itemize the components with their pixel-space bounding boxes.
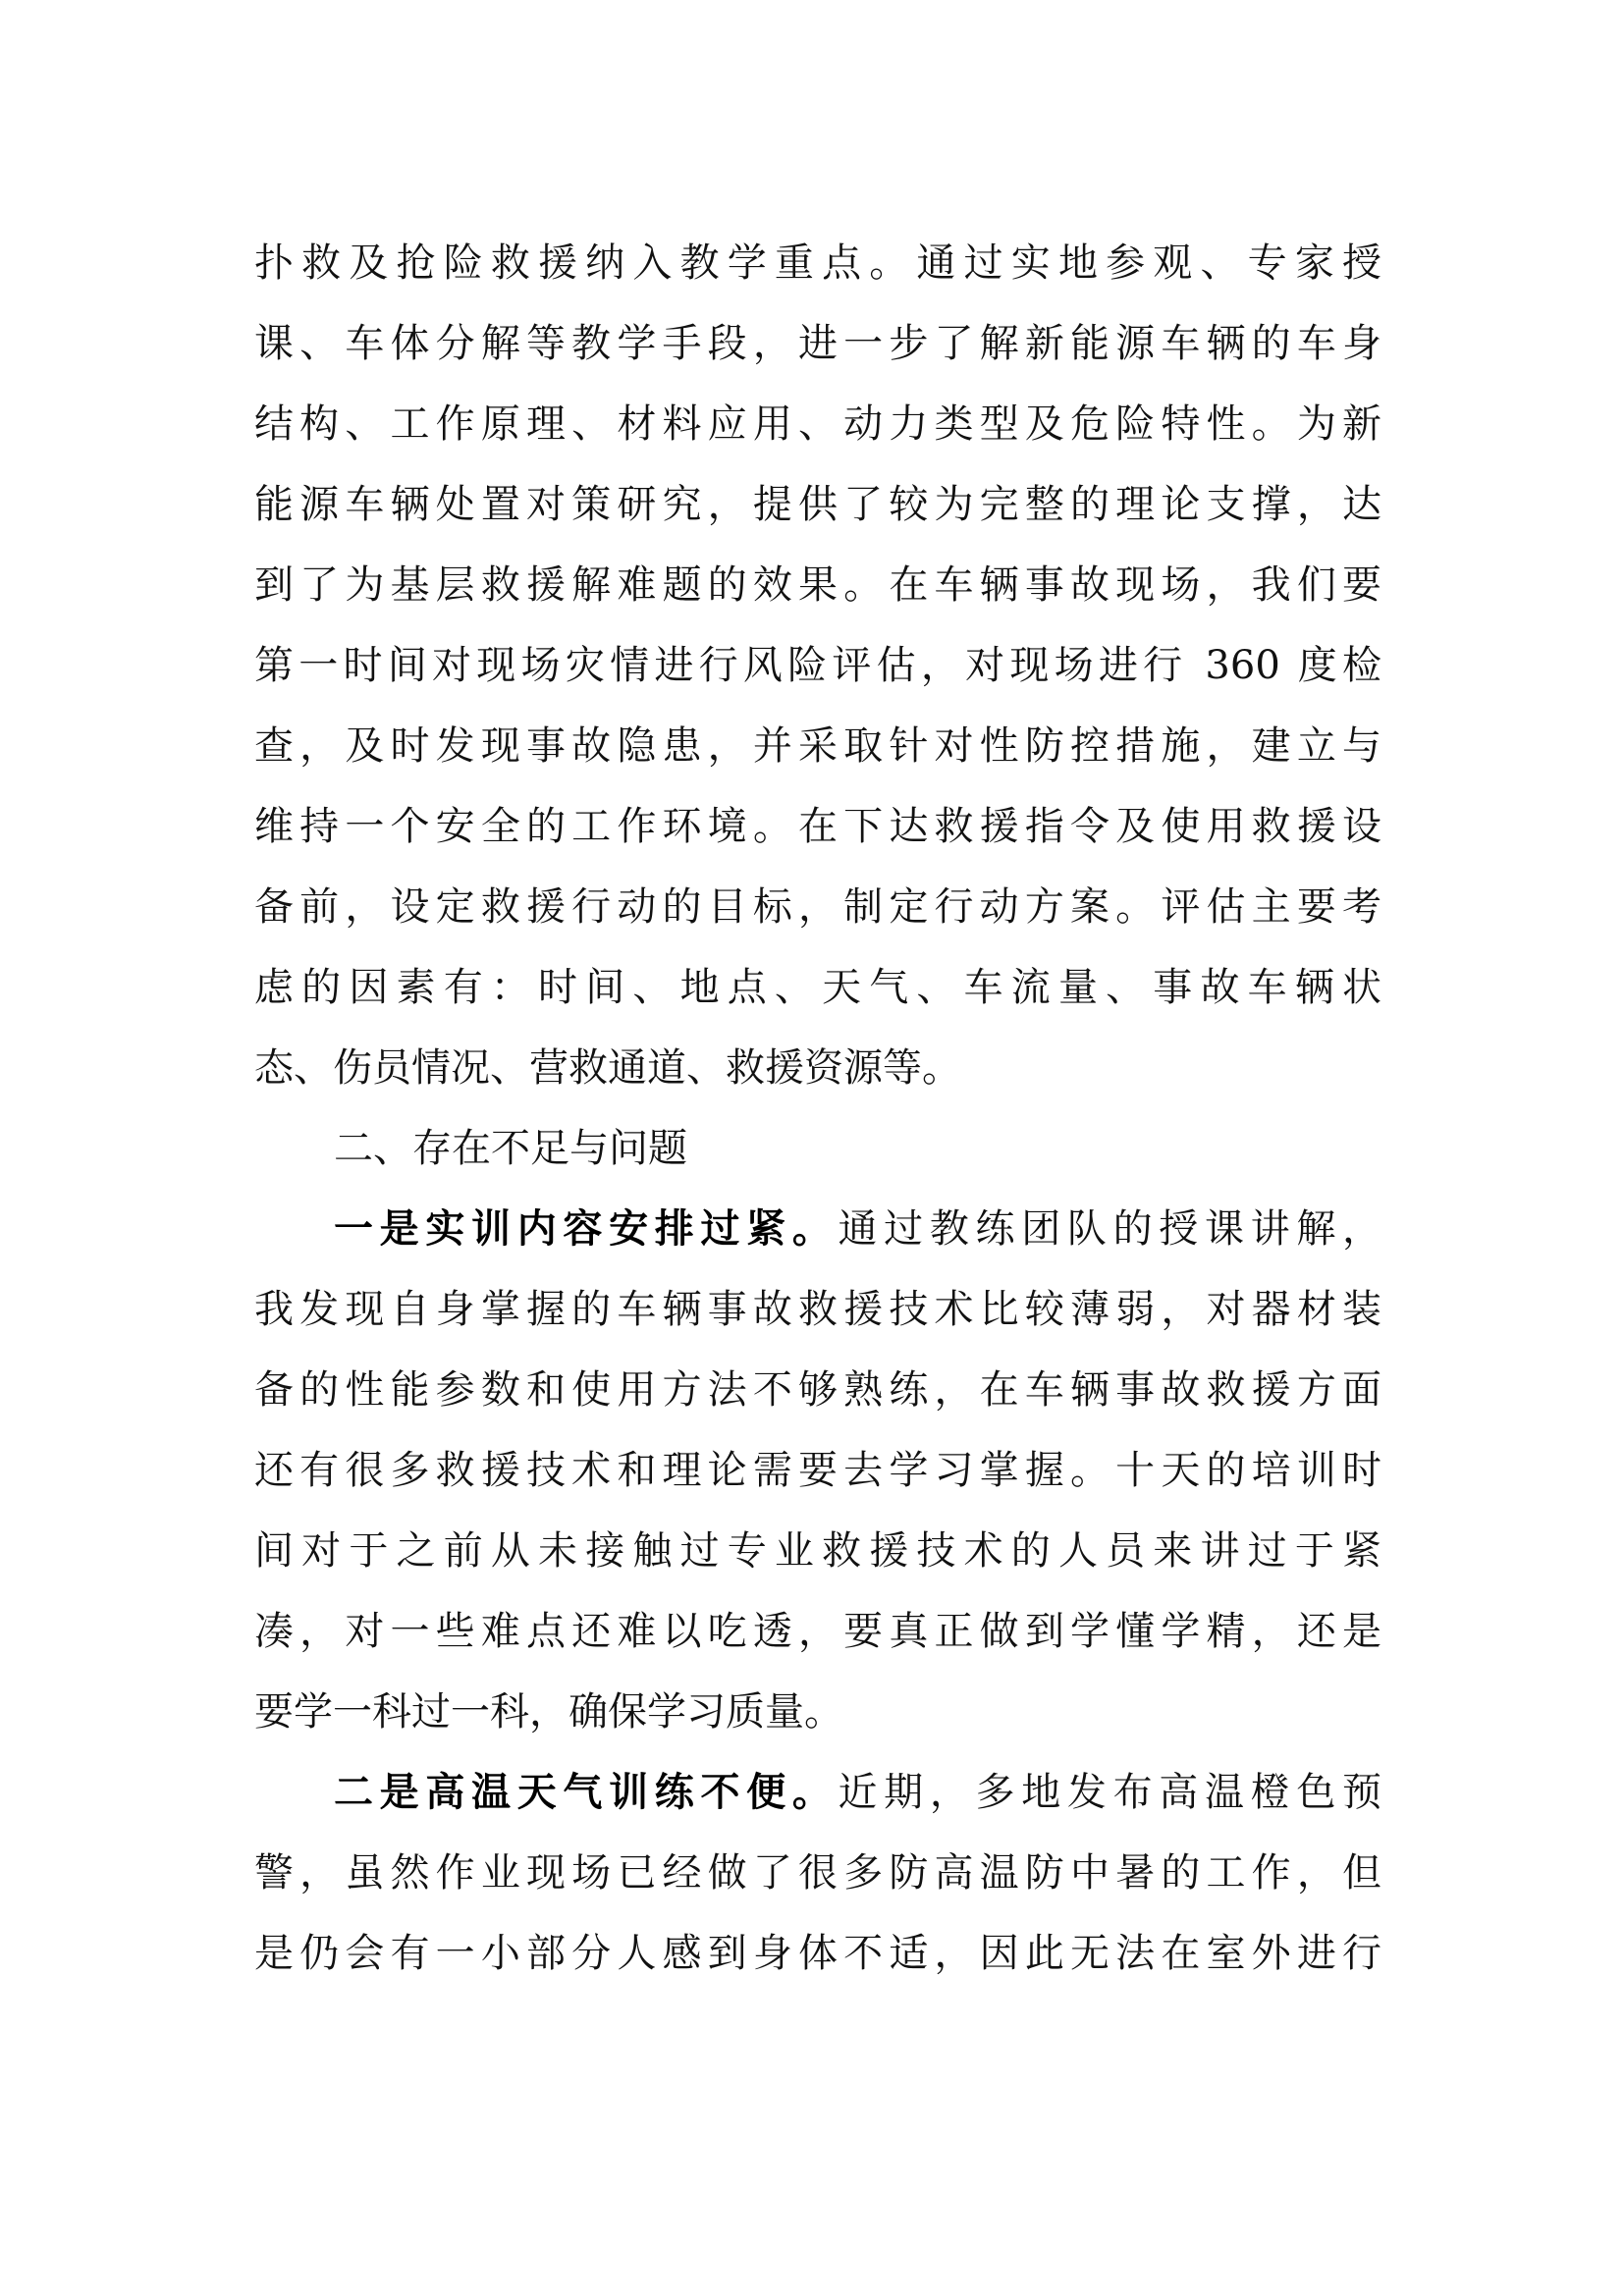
point-2-lead-line — [334, 1763, 1381, 1822]
point-1-lead-line — [334, 1200, 1381, 1258]
body-text-line: 查，及时发现事故隐患，并采取针对性防控措施，建立与 — [254, 723, 1381, 769]
body-text-line: 态、伤员情况、营救通道、救援资源等。 — [254, 1045, 961, 1091]
section-heading: 二、存在不足与问题 — [334, 1126, 687, 1171]
body-text-line: 第一时间对现场灾情进行风险评估，对现场进行 360 度检 — [254, 643, 1381, 688]
body-text-line: 警，虽然作业现场已经做了很多防高温防中暑的工作，但 — [254, 1850, 1381, 1896]
body-text-line: 课、车体分解等教学手段，进一步了解新能源车辆的车身 — [254, 321, 1381, 366]
body-text-line: 结构、工作原理、材料应用、动力类型及危险特性。为新 — [254, 401, 1381, 447]
body-text-line: 到了为基层救援解难题的效果。在车辆事故现场，我们要 — [254, 562, 1381, 608]
body-text-line: 还有很多救援技术和理论需要去学习掌握。十天的培训时 — [254, 1448, 1381, 1493]
point-2-lead-text: 近期，多地发布高温橙色预 — [838, 1770, 1381, 1815]
point-1-lead-text: 通过教练团队的授课讲解， — [838, 1206, 1381, 1252]
body-text-line: 是仍会有一小部分人感到身体不适，因此无法在室外进行 — [254, 1931, 1381, 1976]
point-1-bold-lead: 一是实训内容安排过紧。 — [334, 1205, 839, 1252]
point-2-bold-lead: 二是高温天气训练不便。 — [334, 1769, 839, 1815]
body-text-line: 维持一个安全的工作环境。在下达救援指令及使用救援设 — [254, 804, 1381, 849]
body-text-line: 备前，设定救援行动的目标，制定行动方案。评估主要考 — [254, 884, 1381, 930]
body-text-line: 要学一科过一科，确保学习质量。 — [254, 1689, 843, 1735]
body-text-line: 虑的因素有：时间、地点、天气、车流量、事故车辆状 — [254, 965, 1381, 1010]
body-text-line: 凑，对一些难点还难以吃透，要真正做到学懂学精，还是 — [254, 1609, 1381, 1654]
body-text-line: 扑救及抢险救援纳入教学重点。通过实地参观、专家授 — [254, 240, 1381, 286]
body-text-line: 能源车辆处置对策研究，提供了较为完整的理论支撑，达 — [254, 482, 1381, 527]
body-text-line: 备的性能参数和使用方法不够熟练，在车辆事故救援方面 — [254, 1367, 1381, 1413]
body-text-line: 我发现自身掌握的车辆事故救援技术比较薄弱，对器材装 — [254, 1287, 1381, 1332]
body-text-line: 间对于之前从未接触过专业救援技术的人员来讲过于紧 — [254, 1528, 1381, 1574]
